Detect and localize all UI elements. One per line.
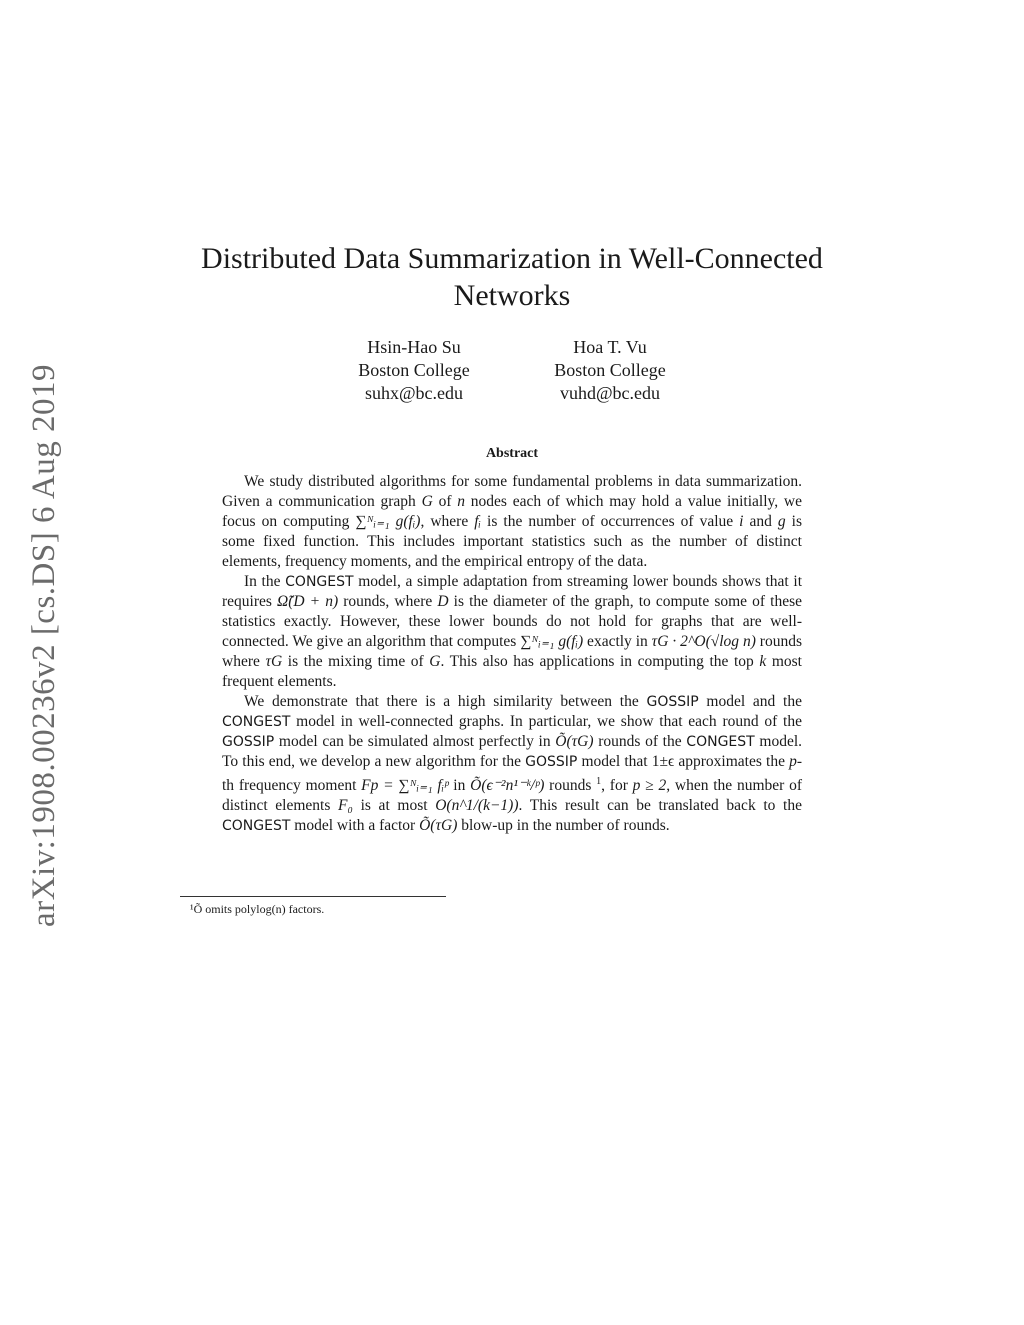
abstract-paragraph-1: We study distributed algorithms for some fundamental problems in data summarization. Given a communication graph G of n nodes each of which may hold a value initially, we focus on computing ∑ᴺᵢ₌₁ g(fᵢ), where fᵢ is the number of occurrences of value i and g is some fixed function. This includes important statistics such as the number of distinct elements, frequency moments, and the empirical entropy of the data. bbox=[222, 473, 802, 570]
author-email: vuhd@bc.edu bbox=[559, 383, 661, 403]
author-affiliation: Boston College bbox=[554, 360, 666, 380]
author-name: Hsin-Hao Su bbox=[367, 337, 461, 357]
abstract-paragraph-2: In the CONGEST model, a simple adaptation from streaming lower bounds shows that it requires Ω̃(D + n) rounds, where D is the diameter of the graph, to compute some of these statistics exactly. However, these lower bounds do not hold for graphs that are well-connected. We give an algorithm that computes ∑ᴺᵢ₌₁ g(fᵢ) exactly in τG · 2^O(√log n) rounds where τG is the mixing time of G. This also has applications in computing the top k most frequent elements. bbox=[222, 573, 802, 690]
author-1 bbox=[349, 336, 479, 405]
footnote-divider bbox=[180, 896, 446, 897]
title-line-2: Networks bbox=[453, 279, 571, 312]
author-name: Hoa T. Vu bbox=[573, 337, 647, 357]
abstract-body bbox=[222, 472, 802, 836]
arxiv-identifier: arXiv:1908.00236v2 [cs.DS] 6 Aug 2019 bbox=[25, 363, 62, 927]
footnote: ¹Õ omits polylog(n) factors. bbox=[190, 902, 325, 916]
abstract-paragraph-3: We demonstrate that there is a high similarity between the GOSSIP model and the CONGEST model in well-connected graphs. In particular, we show that each round of the GOSSIP model can be simulated almost perfectly in Õ(τG) rounds of the CONGEST model. To this end, we develop a new algorithm for the GOSSIP model that 1±ϵ approximates the p-th frequency moment Fp = ∑ᴺᵢ₌₁ fᵢᵖ in Õ(ϵ⁻²n¹⁻ᵏ/ᵖ) rounds $^1$, for p ≥ 2, when the number of distinct elements F₀ is at most O(n^1/(k−1)). This result can be translated back to the CONGEST model with a factor Õ(τG) blow-up in the number of rounds. bbox=[222, 693, 802, 835]
paper-title bbox=[180, 240, 844, 314]
author-block bbox=[0, 336, 1024, 405]
author-2 bbox=[545, 336, 675, 405]
footnote-ref[interactable]: 1 bbox=[596, 776, 602, 787]
abstract-heading: Abstract bbox=[485, 446, 539, 461]
title-line-1: Distributed Data Summarization in Well-Connected bbox=[201, 242, 823, 275]
author-email: suhx@bc.edu bbox=[364, 383, 464, 403]
author-affiliation: Boston College bbox=[358, 360, 470, 380]
